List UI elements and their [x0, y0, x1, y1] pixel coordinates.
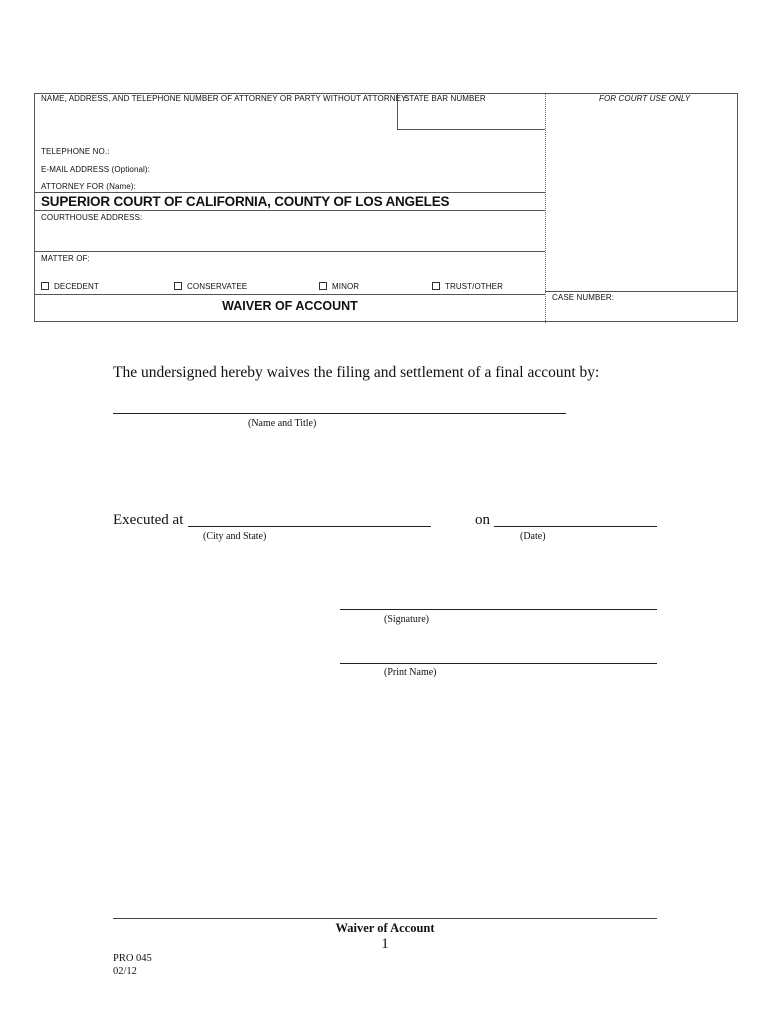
attorney-for-label: ATTORNEY FOR (Name): [41, 182, 136, 191]
attorney-label: NAME, ADDRESS, AND TELEPHONE NUMBER OF ATTORNEY OR PARTY WITHOUT ATTORNEY: [41, 94, 409, 103]
date-caption: (Date) [520, 531, 546, 542]
minor-label: MINOR [332, 282, 360, 291]
decedent-checkbox[interactable] [41, 282, 49, 290]
state-bar-label: STATE BAR NUMBER [404, 94, 486, 103]
column-divider [545, 94, 546, 323]
conservatee-checkbox[interactable] [174, 282, 182, 290]
option-decedent[interactable] [41, 282, 99, 291]
footer-rule [113, 918, 657, 919]
option-conservatee[interactable] [174, 282, 247, 291]
signature-caption: (Signature) [384, 614, 429, 625]
waiver-statement: The undersigned hereby waives the filing and settlement of a final account by: [113, 364, 600, 381]
case-number-top-rule [545, 291, 738, 292]
caption-form-box [34, 93, 738, 322]
conservatee-label: CONSERVATEE [187, 282, 248, 291]
matter-label: MATTER OF: [41, 254, 90, 263]
name-title-line[interactable] [113, 413, 566, 414]
print-name-caption: (Print Name) [384, 667, 437, 678]
court-use-label: FOR COURT USE ONLY [599, 94, 691, 103]
email-label: E-MAIL ADDRESS (Optional): [41, 165, 151, 174]
city-state-line[interactable] [188, 526, 431, 527]
court-name-top-rule [35, 192, 545, 193]
option-minor[interactable] [319, 282, 359, 291]
courthouse-bottom-rule [35, 251, 545, 252]
option-trust-other[interactable] [432, 282, 503, 291]
name-title-caption: (Name and Title) [248, 418, 317, 429]
decedent-label: DECEDENT [54, 282, 99, 291]
telephone-label: TELEPHONE NO.: [41, 147, 110, 156]
page-number: 1 [381, 936, 389, 952]
trust-other-checkbox[interactable] [432, 282, 440, 290]
form-revision: 02/12 [113, 966, 137, 977]
case-number-label: CASE NUMBER: [552, 293, 615, 302]
date-line[interactable] [494, 526, 657, 527]
signature-line[interactable] [340, 609, 657, 610]
executed-at-label: Executed at [113, 512, 184, 528]
title-top-rule [35, 294, 545, 295]
form-code: PRO 045 [113, 953, 152, 964]
print-name-line[interactable] [340, 663, 657, 664]
court-name-bottom-rule [35, 210, 545, 211]
trust-other-label: TRUST/OTHER [445, 282, 503, 291]
form-title: WAIVER OF ACCOUNT [222, 299, 358, 313]
courthouse-label: COURTHOUSE ADDRESS: [41, 213, 143, 222]
footer-title: Waiver of Account [335, 921, 435, 935]
on-label: on [475, 512, 490, 528]
court-name: SUPERIOR COURT OF CALIFORNIA, COUNTY OF LOS ANGELES [41, 194, 450, 209]
minor-checkbox[interactable] [319, 282, 327, 290]
city-state-caption: (City and State) [203, 531, 267, 542]
